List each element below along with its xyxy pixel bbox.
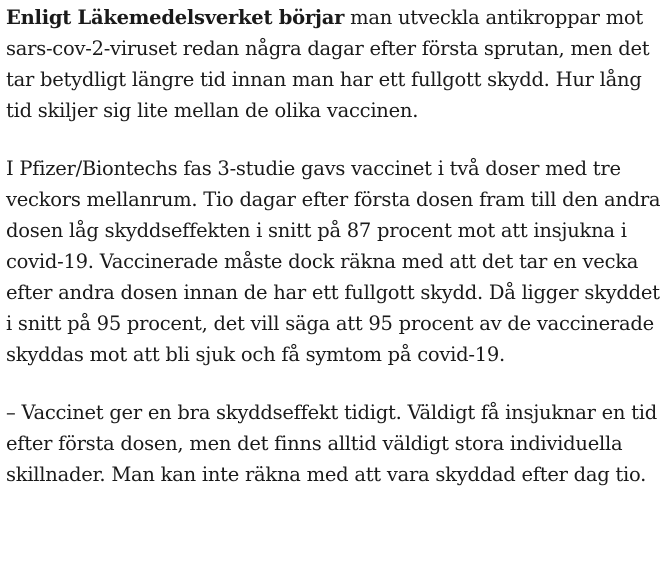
- paragraph-1: [6, 2, 661, 126]
- paragraph-lead: Enligt Läkemedelsverket börjar: [6, 6, 345, 29]
- paragraph-text: man utveckla antikroppar mot sars-cov-2-viruset redan några dagar efter första sprutan, men det tar betydligt längre tid innan man har ett fullgott skydd. Hur lång tid skiljer sig lite mellan de olika vaccinen.: [6, 6, 650, 122]
- paragraph-3: [6, 397, 661, 490]
- paragraph-text: – Vaccinet ger en bra skyddseffekt tidigt. Väldigt få insjuknar en tid efter första dosen, men det finns alltid väldigt stora individuella skillnader. Man kan inte räkna med att vara skyddad efter dag tio.: [6, 401, 657, 486]
- article-body: [6, 2, 661, 490]
- paragraph-2: [6, 153, 661, 370]
- paragraph-text: I Pfizer/Biontechs fas 3-studie gavs vaccinet i två doser med tre veckors mellanrum. Tio dagar efter första dosen fram till den andra dosen låg skyddseffekten i snitt på 87 procent mot att insjukna i covid-19. Vaccinerade måste dock räkna med att det tar en vecka efter andra dosen innan de har ett fullgott skydd. Då ligger skyddet i snitt på 95 procent, det vill säga att 95 procent av de vaccinerade skyddas mot att bli sjuk och få symtom på covid-19.: [6, 157, 661, 366]
